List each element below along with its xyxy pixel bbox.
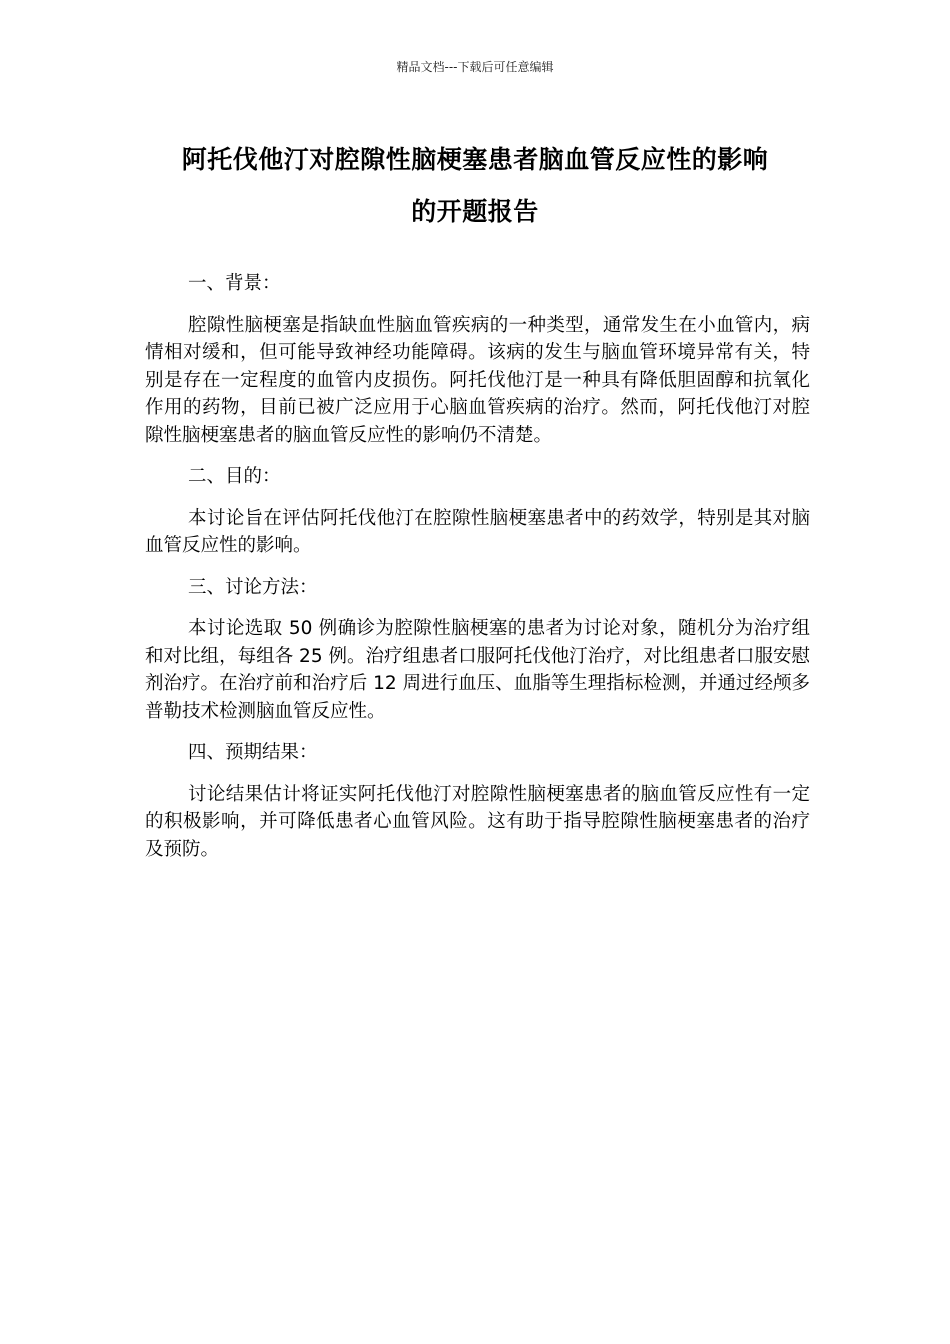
- section-body-methods: 本讨论选取 50 例确诊为腔隙性脑梗塞的患者为讨论对象，随机分为治疗组和对比组，每组各 25 例。治疗组患者口服阿托伐他汀治疗，对比组患者口服安慰剂治疗。在治疗前和治疗后 12 周进行血压、血脂等生理指标检测，并通过经颅多普勒技术检测脑血管反应性。: [145, 618, 810, 722]
- document-body: [145, 270, 810, 877]
- section-body-purpose: 本讨论旨在评估阿托伐他汀在腔隙性脑梗塞患者中的药效学，特别是其对脑血管反应性的影响。: [145, 507, 810, 556]
- document-title: [140, 134, 810, 238]
- page-header: 精品文档---下载后可任意编辑: [396, 60, 554, 74]
- section-body-expected-results: 讨论结果估计将证实阿托伐他汀对腔隙性脑梗塞患者的脑血管反应性有一定的积极影响，并可降低患者心血管风险。这有助于指导腔隙性脑梗塞患者的治疗及预防。: [145, 783, 810, 860]
- title-line-1: 阿托伐他汀对腔隙性脑梗塞患者脑血管反应性的影响: [181, 145, 769, 174]
- section-heading-purpose: 二、目的：: [188, 466, 281, 487]
- section-heading-methods: 三、讨论方法：: [188, 576, 318, 598]
- section-body-background: 腔隙性脑梗塞是指缺血性脑血管疾病的一种类型，通常发生在小血管内，病情相对缓和，但可能导致神经功能障碍。该病的发生与脑血管环境异常有关，特别是存在一定程度的血管内皮损伤。阿托伐他汀是一种具有降低胆固醇和抗氧化作用的药物，目前已被广泛应用于心脑血管疾病的治疗。然而，阿托伐他汀对腔隙性脑梗塞患者的脑血管反应性的影响仍不清楚。: [145, 314, 810, 446]
- title-line-2: 的开题报告: [411, 197, 539, 226]
- section-heading-background: 一、背景：: [188, 273, 281, 294]
- section-heading-expected-results: 四、预期结果：: [188, 742, 318, 763]
